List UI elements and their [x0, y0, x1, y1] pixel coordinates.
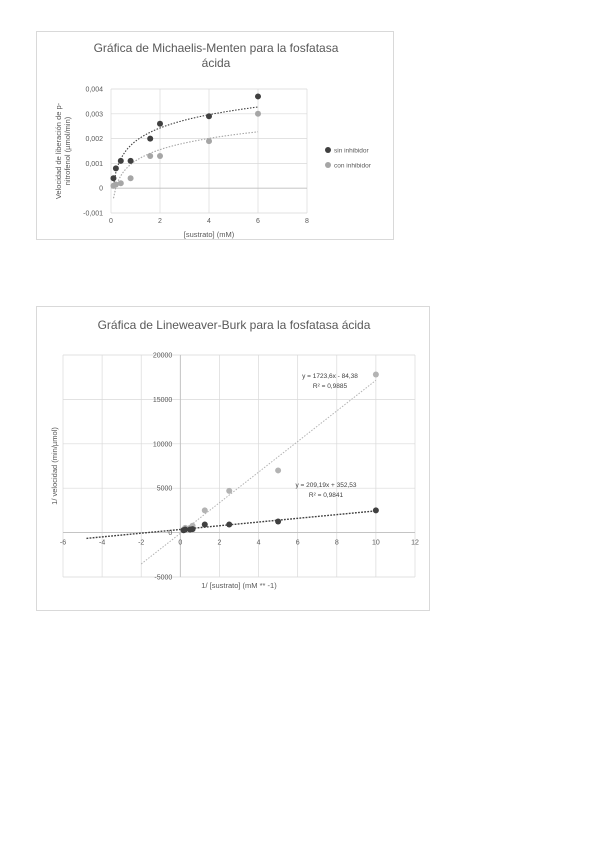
- data-point-sin-inhibidor: [118, 158, 124, 164]
- x-tick-label: -4: [98, 539, 106, 547]
- chart-title-line: ácida: [201, 56, 231, 70]
- y-axis-label: 1/ velocidad (min/µmol): [50, 427, 59, 505]
- y-tick-label: 20000: [152, 352, 173, 360]
- data-point-con-inhibidor: [128, 175, 134, 181]
- y-tick-label: 0,004: [85, 86, 103, 94]
- trendline-r-squared: R² = 0,9841: [308, 492, 344, 499]
- trendline-sin-inhibidor: [114, 107, 259, 185]
- michaelis-menten-plot: [37, 32, 395, 241]
- data-point-sin-inhibidor: [202, 522, 208, 528]
- y-tick-label: -0,001: [83, 210, 103, 218]
- data-point-sin-inhibidor: [147, 136, 153, 142]
- data-point-sin-inhibidor: [110, 175, 116, 181]
- x-tick-label: 0: [178, 539, 183, 547]
- legend-label: con inhibidor: [334, 162, 371, 170]
- data-point-con-inhibidor: [206, 138, 212, 144]
- legend-label: sin inhibidor: [334, 147, 369, 155]
- data-point-con-inhibidor: [255, 111, 261, 117]
- y-axis-label-line: Velocidad de liberación de p-: [54, 102, 63, 200]
- x-tick-label: 4: [207, 218, 211, 225]
- data-point-con-inhibidor: [118, 180, 124, 186]
- x-axis-label: [sustrato] (mM): [183, 230, 235, 239]
- y-axis-label-line: nitrofenol (µmol/min): [63, 116, 72, 186]
- y-tick-label: 10000: [152, 441, 173, 449]
- x-tick-label: 2: [217, 539, 222, 547]
- x-tick-label: 6: [295, 539, 300, 547]
- data-point-con-inhibidor: [147, 153, 153, 159]
- legend-marker: [325, 162, 331, 168]
- michaelis-menten-chart: [36, 31, 394, 240]
- data-point-sin-inhibidor: [113, 165, 119, 171]
- trendline-equation: y = 1723,6x - 84,38: [302, 373, 358, 380]
- x-tick-label: 2: [158, 218, 162, 225]
- x-tick-label: 0: [109, 218, 113, 225]
- legend-marker: [325, 147, 331, 153]
- y-tick-label: -5000: [154, 574, 173, 582]
- chart-title-line: Gráfica de Michaelis-Menten para la fosfatasa: [93, 41, 339, 55]
- data-point-con-inhibidor: [202, 507, 208, 513]
- x-tick-label: 12: [411, 539, 419, 547]
- data-point-sin-inhibidor: [206, 113, 212, 119]
- y-tick-label: 0,003: [85, 111, 103, 119]
- x-tick-label: 6: [256, 218, 260, 225]
- data-point-sin-inhibidor: [275, 519, 281, 525]
- data-point-sin-inhibidor: [255, 93, 261, 99]
- y-tick-label: 0: [168, 530, 173, 538]
- x-tick-label: 8: [305, 218, 309, 225]
- data-point-sin-inhibidor: [226, 522, 232, 528]
- y-tick-label: 0,001: [85, 160, 103, 168]
- data-point-con-inhibidor: [275, 467, 281, 473]
- trendline-r-squared: R² = 0,9885: [312, 383, 348, 390]
- x-tick-label: -2: [138, 539, 145, 547]
- data-point-sin-inhibidor: [157, 121, 163, 127]
- data-point-con-inhibidor: [226, 488, 232, 494]
- data-point-con-inhibidor: [373, 372, 379, 378]
- data-point-con-inhibidor: [157, 153, 163, 159]
- trendline-equation: y = 209,19x + 352,53: [295, 482, 357, 489]
- x-tick-label: 8: [334, 539, 339, 547]
- x-axis-label: 1/ [sustrato] (mM ** -1): [201, 581, 277, 590]
- lineweaver-burk-plot: [37, 307, 431, 612]
- lineweaver-burk-chart: [36, 306, 430, 611]
- data-point-sin-inhibidor: [373, 507, 379, 513]
- x-tick-label: -6: [59, 539, 67, 547]
- data-point-sin-inhibidor: [190, 526, 196, 532]
- y-tick-label: 15000: [152, 396, 173, 404]
- y-tick-label: 5000: [156, 485, 173, 493]
- x-tick-label: 4: [256, 539, 261, 547]
- y-tick-label: 0,002: [85, 136, 103, 144]
- chart-title: Gráfica de Lineweaver-Burk para la fosfatasa ácida: [97, 318, 371, 332]
- x-tick-label: 10: [371, 539, 380, 547]
- data-point-sin-inhibidor: [128, 158, 134, 164]
- y-tick-label: 0: [99, 185, 103, 193]
